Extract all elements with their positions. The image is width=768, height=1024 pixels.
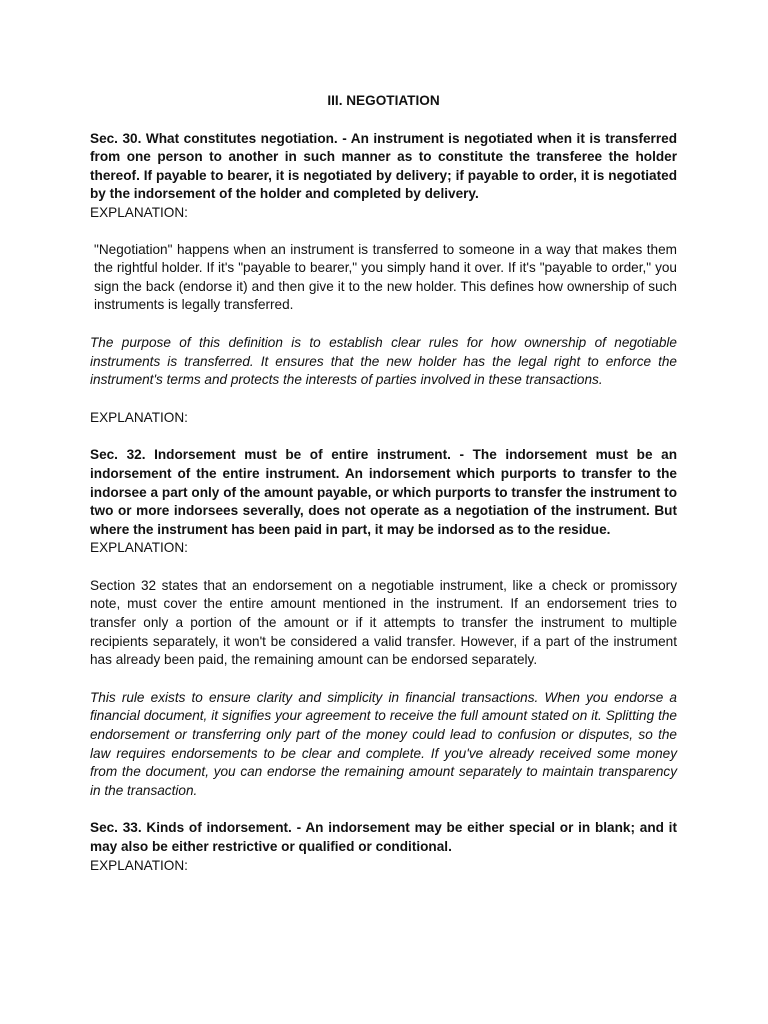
document-page: [90, 92, 677, 875]
section-32-explanation: Section 32 states that an endorsement on a negotiable instrument, like a check or promissory note, must cover the entire amount mentioned in the instrument. If an endorsement tries to transfer only a portion of the amount or if it attempts to transfer the instrument to multiple recipients separately, it won't be considered a valid transfer. However, if a part of the instrument has already been paid, the remaining amount can be endorsed separately.: [90, 577, 677, 668]
section-30-text: Sec. 30. What constitutes negotiation. - An instrument is negotiated when it is transferred from one person to another in such manner as to constitute the transferee the holder thereof. If payable to bearer, it is negotiated by delivery; if payable to order, it is negotiated by the indorsement of the holder and completed by delivery.: [90, 130, 677, 202]
document-title: III. NEGOTIATION: [327, 93, 440, 108]
section-33-text: Sec. 33. Kinds of indorsement. - An indorsement may be either special or in blank; and it may also be either restrictive or qualified or conditional.: [90, 820, 677, 854]
section-32-purpose: This rule exists to ensure clarity and simplicity in financial transactions. When you endorse a financial document, it signifies your agreement to receive the full amount stated on it. Splitting the endorsement or transferring only part of the money could lead to confusion or disputes, so the law requires endorsements to be clear and complete. If you've already received some money from the document, you can endorse the remaining amount separately to maintain transparency in the transaction.: [90, 689, 677, 798]
explanation-label: EXPLANATION:: [90, 409, 188, 425]
section-30-explanation: "Negotiation" happens when an instrument is transferred to someone in a way that makes them the rightful holder. If it's "payable to bearer," you simply hand it over. If it's "payable to order," you sign the back (endorse it) and then give it to the new holder. This defines how ownership of such instruments is legally transferred.: [94, 241, 677, 313]
explanation-label: EXPLANATION:: [90, 857, 188, 873]
explanation-label: EXPLANATION:: [90, 204, 188, 220]
section-30-purpose: The purpose of this definition is to establish clear rules for how ownership of negotiable instruments is transferred. It ensures that the new holder has the legal right to enforce the instrument's terms and protects the interests of parties involved in these transactions.: [90, 334, 677, 388]
section-32-text: Sec. 32. Indorsement must be of entire instrument. - The indorsement must be an indorsement of the entire instrument. An indorsement which purports to transfer to the indorsee a part only of the amount payable, or which purports to transfer the instrument to two or more indorsees severally, does not operate as a negotiation of the instrument. But where the instrument has been paid in part, it may be indorsed as to the residue.: [90, 447, 677, 537]
explanation-label: EXPLANATION:: [90, 540, 188, 556]
